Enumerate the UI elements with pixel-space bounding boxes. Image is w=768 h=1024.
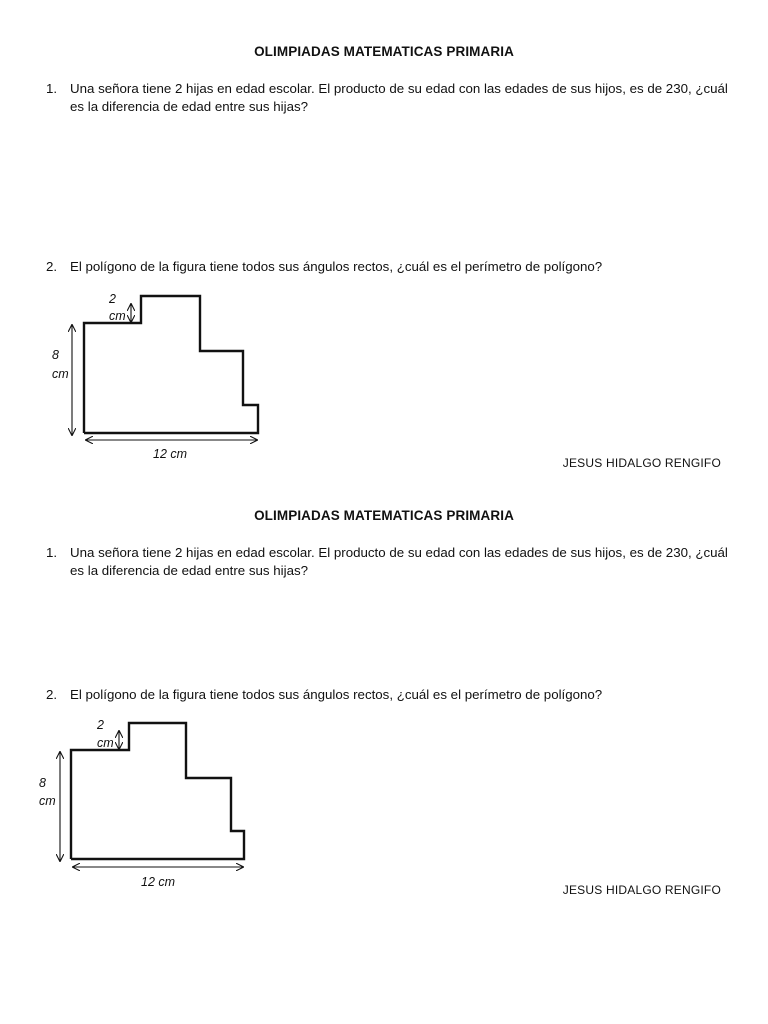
- step-label-unit: cm: [109, 309, 126, 323]
- author-name: JESUS HIDALGO RENGIFO: [562, 456, 721, 470]
- author-name: JESUS HIDALGO RENGIFO: [562, 883, 721, 897]
- height-label-unit: cm: [52, 367, 69, 381]
- problem-number: 2.: [46, 687, 58, 702]
- width-label: 12 cm: [141, 875, 176, 889]
- worksheet-title: OLIMPIADAS MATEMATICAS PRIMARIA: [254, 508, 514, 523]
- width-label: 12 cm: [153, 447, 188, 461]
- problem-number: 2.: [46, 259, 58, 274]
- polygon-figure: [0, 0, 768, 480]
- problem-1: [46, 544, 736, 580]
- problem-text: El polígono de la figura tiene todos sus ángulos rectos, ¿cuál es el perímetro de polígono?: [70, 687, 603, 702]
- problem-text: El polígono de la figura tiene todos sus ángulos rectos, ¿cuál es el perímetro de polígono?: [70, 259, 603, 274]
- worksheet-title: OLIMPIADAS MATEMATICAS PRIMARIA: [254, 44, 514, 59]
- problem-text: Una señora tiene 2 hijas en edad escolar. El producto de su edad con las edades de sus hijos, es de 230, ¿cuál es la diferencia de edad entre sus hijas?: [70, 81, 728, 114]
- polygon-figure: [0, 700, 768, 900]
- polygon-drawing: [0, 700, 768, 900]
- step-label-unit: cm: [97, 736, 114, 750]
- step-label-value: 2: [109, 292, 116, 306]
- problem-number: 1.: [46, 81, 58, 96]
- problem-text: Una señora tiene 2 hijas en edad escolar. El producto de su edad con las edades de sus hijos, es de 230, ¿cuál es la diferencia de edad entre sus hijas?: [70, 545, 728, 578]
- problem-number: 1.: [46, 545, 58, 560]
- step-label-value: 2: [97, 718, 104, 732]
- height-label-value: 8: [39, 776, 46, 790]
- polygon-drawing: [0, 0, 768, 480]
- height-label-unit: cm: [39, 794, 56, 808]
- height-label-value: 8: [52, 348, 59, 362]
